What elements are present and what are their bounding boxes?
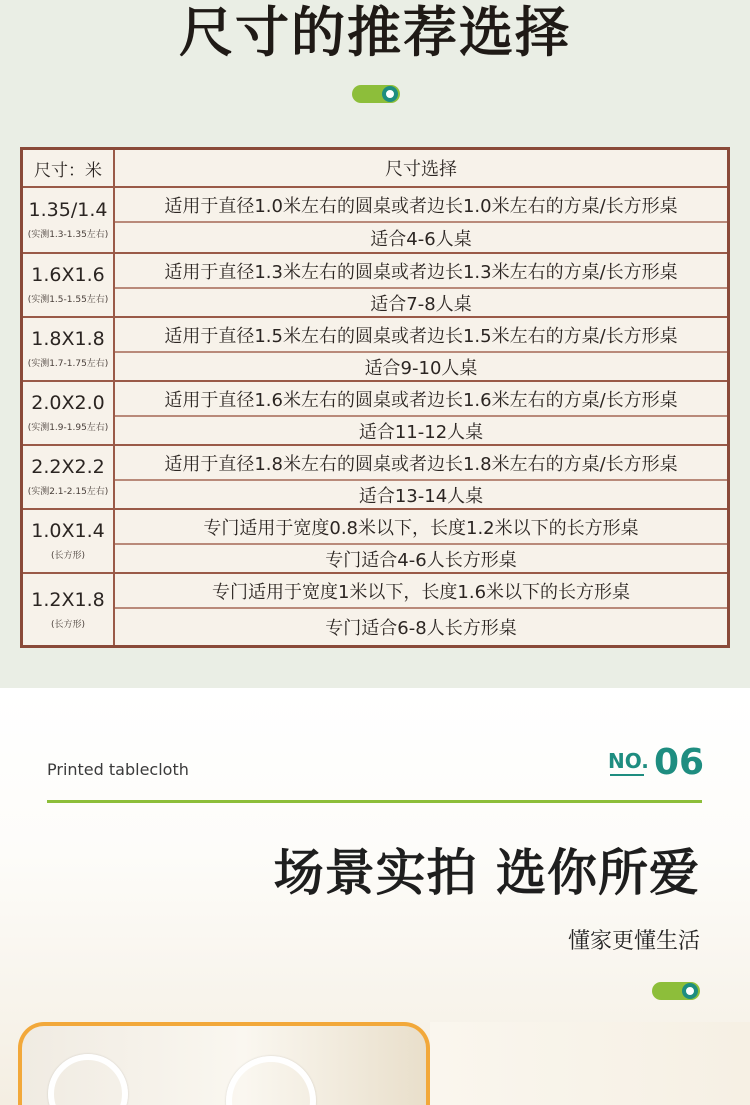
english-label: Printed tablecloth [47,760,189,779]
table-description: 适用于直径1.8米左右的圆桌或者边长1.8米左右的方桌/长方形桌 [115,446,727,481]
table-row [23,188,727,254]
divider [47,800,702,803]
table-header-row [23,150,727,188]
scene-photo [18,1022,430,1105]
table-people: 适合4-6人桌 [370,228,472,250]
table-row [23,382,727,446]
section-number-value: 06 [654,742,705,783]
table-description: 适用于直径1.0米左右的圆桌或者边长1.0米左右的方桌/长方形桌 [115,188,727,223]
table-description: 专门适用于宽度1米以下，长度1.6米以下的长方形桌 [115,574,727,609]
size-value: 2.2X2.2 [31,456,105,478]
size-note: (实测1.9-1.95左右) [27,423,109,433]
table-row [23,446,727,510]
size-value: 1.2X1.8 [31,588,105,611]
table-people: 适合7-8人桌 [370,293,472,315]
size-note: (实测1.3-1.35左右) [27,230,109,240]
section-headline: 场景实拍 选你所爱 [273,844,700,902]
curtain-ring-icon [48,1054,128,1105]
section-number-label: NO. [608,749,649,773]
table-description: 适用于直径1.5米左右的圆桌或者边长1.5米左右的方桌/长方形桌 [115,318,727,353]
size-value: 1.8X1.8 [31,328,105,350]
section-subheadline: 懂家更懂生活 [567,929,700,954]
size-value: 2.0X2.0 [31,392,105,414]
table-description: 适用于直径1.6米左右的圆桌或者边长1.6米左右的方桌/长方形桌 [115,382,727,417]
table-row [23,254,727,318]
table-row [23,318,727,382]
toggle-switch-icon [352,85,400,103]
section-number-underline [610,774,644,776]
size-note: (长方形) [50,551,86,561]
size-value: 1.35/1.4 [28,199,108,221]
size-note: (实测1.5-1.55左右) [27,295,109,305]
table-people: 适合11-12人桌 [358,421,484,443]
table-people: 专门适合4-6人长方形桌 [325,549,517,571]
table-description: 专门适用于宽度0.8米以下，长度1.2米以下的长方形桌 [115,510,727,545]
background-panel [430,1022,750,1105]
table-people: 适合9-10人桌 [364,357,478,379]
curtain-ring-icon [226,1056,316,1105]
table-people: 专门适合6-8人长方形桌 [325,618,517,639]
size-note: (长方形) [50,619,86,630]
size-note: (实测1.7-1.75左右) [27,359,109,369]
page-title: 尺寸的推荐选择 [179,1,571,64]
size-note: (实测2.1-2.15左右) [27,487,109,497]
toggle-switch-icon [652,982,700,1000]
column-header-choice: 尺寸选择 [385,159,457,180]
table-row [23,510,727,574]
table-description: 适用于直径1.3米左右的圆桌或者边长1.3米左右的方桌/长方形桌 [115,254,727,289]
size-value: 1.6X1.6 [31,264,105,286]
column-header-size: 尺寸：米 [23,150,115,186]
size-table [20,147,730,648]
table-row [23,574,727,645]
scene-section [0,688,750,1105]
table-people: 适合13-14人桌 [358,485,484,507]
size-value: 1.0X1.4 [31,520,105,542]
